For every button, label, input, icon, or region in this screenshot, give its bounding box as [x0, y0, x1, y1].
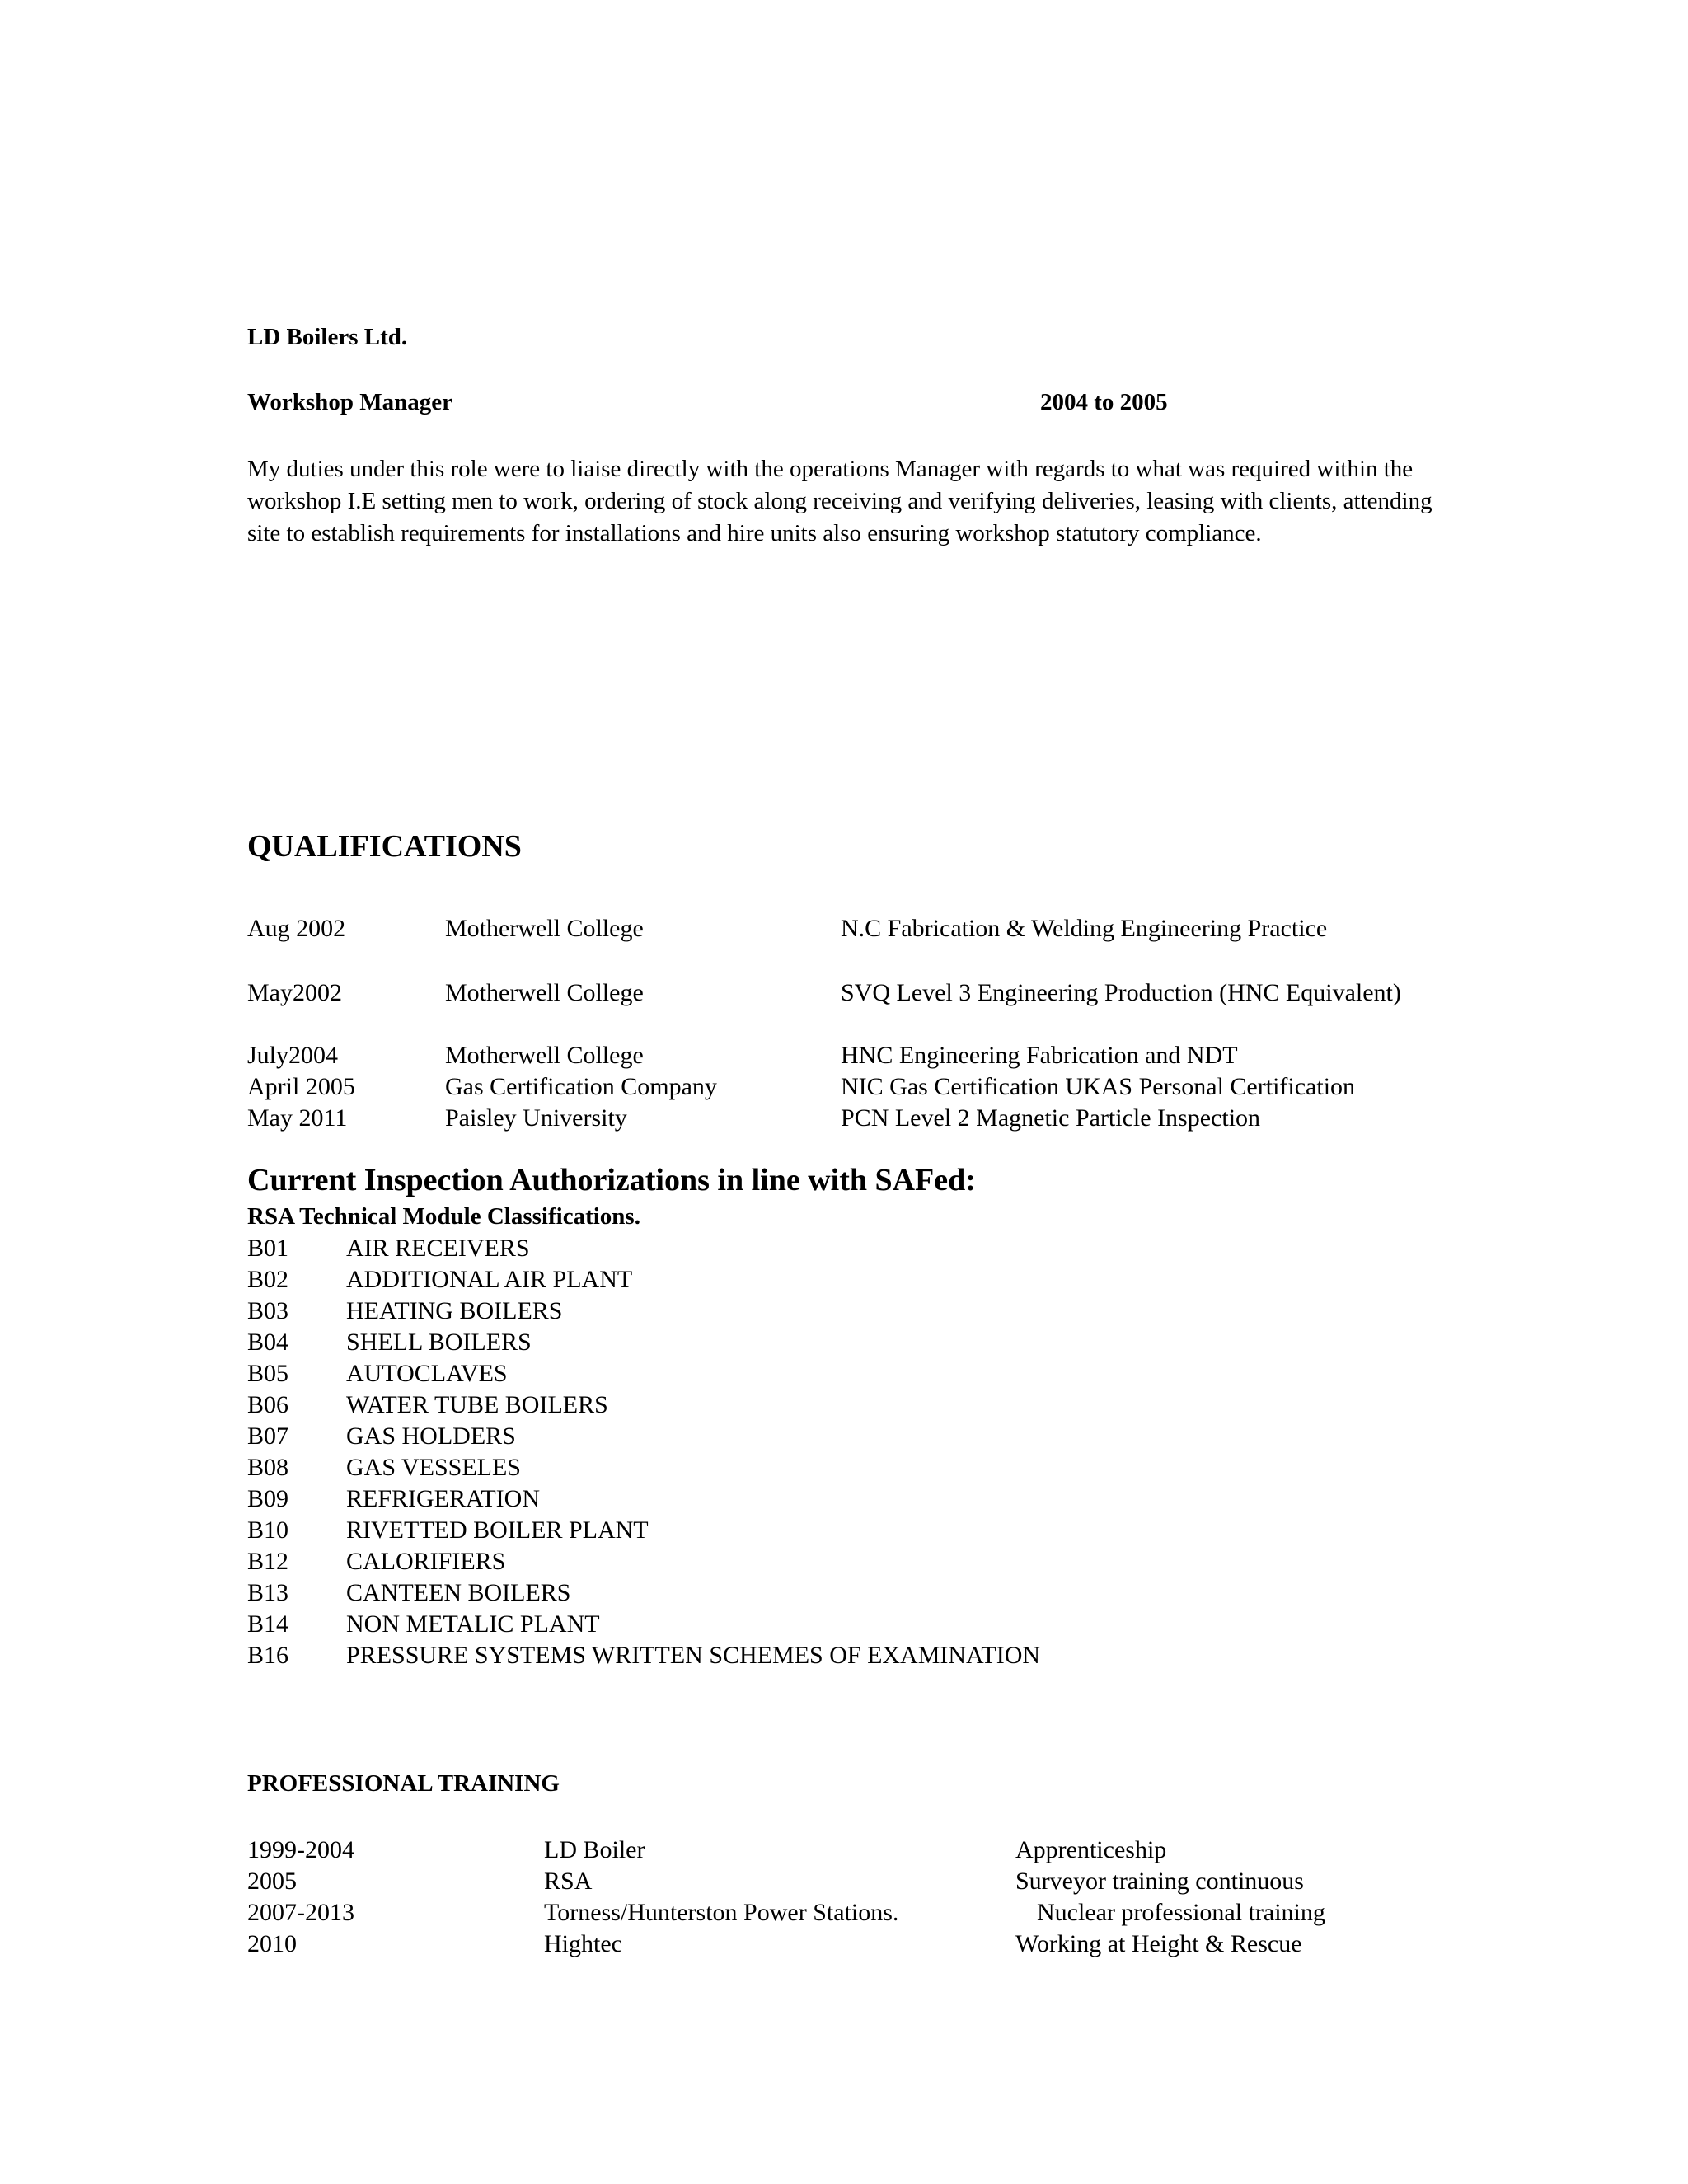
module-name: GAS HOLDERS: [346, 1422, 516, 1450]
module-name: NON METALIC PLANT: [346, 1610, 600, 1638]
module-name: RIVETTED BOILER PLANT: [346, 1516, 649, 1544]
module-name: SHELL BOILERS: [346, 1329, 532, 1356]
qualification-institution: Motherwell College: [445, 979, 644, 1006]
qualification-title: N.C Fabrication & Welding Engineering Practice: [841, 915, 1328, 942]
qualification-institution: Paisley University: [445, 1104, 627, 1132]
module-name: REFRIGERATION: [346, 1485, 541, 1512]
job-dates: 2004 to 2005: [1040, 389, 1168, 415]
job-title: Workshop Manager: [247, 389, 452, 415]
training-year: 2005: [247, 1868, 297, 1895]
module-code: B16: [247, 1642, 289, 1669]
training-course: Nuclear professional training: [1037, 1899, 1325, 1926]
training-heading: PROFESSIONAL TRAINING: [247, 1770, 560, 1797]
training-course: Surveyor training continuous: [1015, 1868, 1304, 1895]
training-provider: LD Boiler: [544, 1836, 645, 1863]
qualification-date: May2002: [247, 979, 342, 1006]
module-code: B03: [247, 1297, 289, 1324]
inspection-subheading: RSA Technical Module Classifications.: [247, 1203, 640, 1230]
training-provider: Hightec: [544, 1930, 622, 1957]
qualification-title: HNC Engineering Fabrication and NDT: [841, 1042, 1238, 1069]
qualification-date: July2004: [247, 1042, 339, 1069]
module-name: AUTOCLAVES: [346, 1360, 508, 1387]
module-code: B13: [247, 1579, 289, 1606]
qualification-date: April 2005: [247, 1073, 355, 1100]
training-year: 1999-2004: [247, 1836, 354, 1863]
module-code: B02: [247, 1266, 289, 1293]
module-code: B12: [247, 1548, 289, 1575]
training-course: Apprenticeship: [1015, 1836, 1167, 1863]
module-code: B04: [247, 1329, 289, 1356]
module-code: B01: [247, 1235, 289, 1262]
training-year: 2007-2013: [247, 1899, 354, 1926]
qualification-title: SVQ Level 3 Engineering Production (HNC Equivalent): [841, 979, 1401, 1006]
module-code: B06: [247, 1391, 289, 1418]
module-name: WATER TUBE BOILERS: [346, 1391, 608, 1418]
qualification-institution: Motherwell College: [445, 1042, 644, 1069]
qualification-date: Aug 2002: [247, 915, 346, 942]
module-code: B10: [247, 1516, 289, 1544]
module-name: GAS VESSELES: [346, 1454, 521, 1481]
module-name: HEATING BOILERS: [346, 1297, 563, 1324]
module-code: B09: [247, 1485, 289, 1512]
module-name: CANTEEN BOILERS: [346, 1579, 571, 1606]
qualification-title: PCN Level 2 Magnetic Particle Inspection: [841, 1104, 1261, 1132]
module-code: B08: [247, 1454, 289, 1481]
training-provider: RSA: [544, 1868, 593, 1895]
training-year: 2010: [247, 1930, 297, 1957]
qualification-date: May 2011: [247, 1104, 348, 1132]
training-course: Working at Height & Rescue: [1015, 1930, 1302, 1957]
module-name: PRESSURE SYSTEMS WRITTEN SCHEMES OF EXAMINATION: [346, 1642, 1041, 1669]
inspection-heading: Current Inspection Authorizations in line with SAFed:: [247, 1163, 976, 1197]
module-code: B14: [247, 1610, 289, 1638]
module-code: B05: [247, 1360, 289, 1387]
training-provider: Torness/Hunterston Power Stations.: [544, 1899, 899, 1926]
module-name: AIR RECEIVERS: [346, 1235, 530, 1262]
company-name: LD Boilers Ltd.: [247, 324, 408, 350]
module-name: ADDITIONAL AIR PLANT: [346, 1266, 633, 1293]
job-description: My duties under this role were to liaise directly with the operations Manager with regards to what was required within the workshop I.E setting men to work, ordering of stock along receiving and verifying deliveries, leasing with clients, attending site to establish requirements for installations and hire units also ensuring workshop statutory compliance.: [247, 456, 1432, 546]
module-code: B07: [247, 1422, 289, 1450]
qualification-institution: Motherwell College: [445, 915, 644, 942]
qualification-title: NIC Gas Certification UKAS Personal Certification: [841, 1073, 1356, 1100]
qualifications-heading: QUALIFICATIONS: [247, 829, 522, 864]
module-name: CALORIFIERS: [346, 1548, 506, 1575]
qualification-institution: Gas Certification Company: [445, 1073, 717, 1100]
